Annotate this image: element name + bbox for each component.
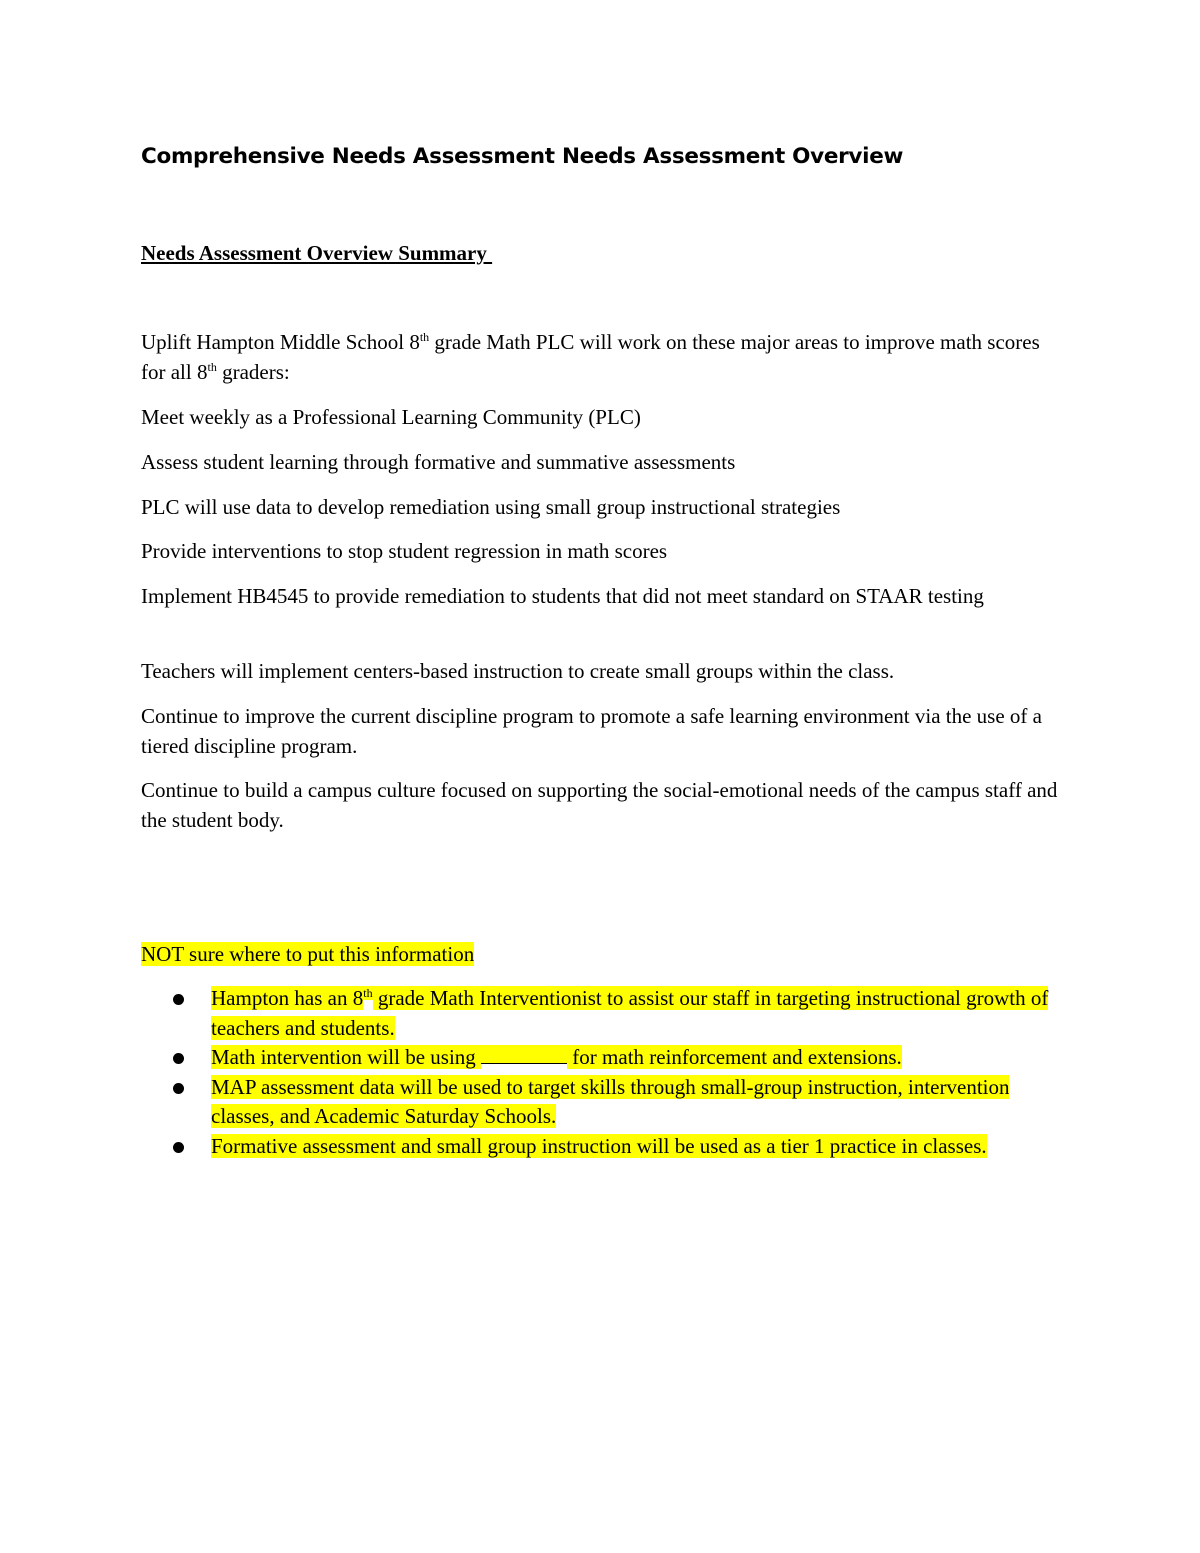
bullet-icon <box>173 1083 184 1094</box>
list-item: Continue to build a campus culture focused on supporting the social-emotional needs of the campus staff and the student body. <box>141 778 1058 832</box>
list-item: Continue to improve the current discipline program to promote a safe learning environment via the use of a tiered discipline program. <box>141 704 1042 758</box>
bullet-text-4: Formative assessment and small group instruction will be used as a tier 1 practice in classes. <box>211 1133 987 1158</box>
bullet-text-1a: Hampton has an 8 <box>211 986 364 1010</box>
list-item: Implement HB4545 to provide remediation to students that did not meet standard on STAAR testing <box>141 584 984 608</box>
list-item: PLC will use data to develop remediation using small group instructional strategies <box>141 495 841 519</box>
section-heading: Needs Assessment Overview Summary <box>141 241 493 265</box>
note-heading-text: NOT sure where to put this information <box>141 942 475 966</box>
intro-text-1: Uplift Hampton Middle School 8 <box>141 330 420 354</box>
bullet-item <box>0 1132 1200 1162</box>
blank-underline <box>481 1045 567 1064</box>
bullet-icon <box>173 994 184 1005</box>
bullet-item <box>0 1043 1200 1073</box>
list-item: Teachers will implement centers-based instruction to create small groups within the class. <box>141 659 895 683</box>
intro-sup-2: th <box>207 359 217 374</box>
page-title: Comprehensive Needs Assessment Needs Assessment Overview <box>141 144 904 169</box>
highlighted-note-heading <box>141 940 474 970</box>
list-item: Provide interventions to stop student regression in math scores <box>141 539 668 563</box>
intro-paragraph <box>141 328 1061 387</box>
bullet-text-3: MAP assessment data will be used to target skills through small-group instruction, intervention classes, and Academic Saturday Schools. <box>211 1074 1010 1128</box>
intro-text-2: grade Math PLC will work on these major areas to improve math scores for all 8 <box>141 330 1040 384</box>
bullet-text-2a: Math intervention will be using <box>211 1045 482 1069</box>
list-item: Assess student learning through formative and summative assessments <box>141 450 736 474</box>
intro-sup-1: th <box>419 330 430 344</box>
list-item: Meet weekly as a Professional Learning Community (PLC) <box>141 405 641 429</box>
bullet-text-2b: for math reinforcement and extensions. <box>567 1045 902 1069</box>
intro-text-3: graders: <box>216 359 290 384</box>
bullet-item <box>0 984 1200 1043</box>
bullet-icon <box>173 1142 184 1153</box>
bullet-sup-1: th <box>363 986 373 1000</box>
bullet-item <box>0 1073 1200 1132</box>
highlighted-bullet-list <box>0 984 1200 1161</box>
bullet-icon <box>173 1053 184 1064</box>
bullet-text-1b: grade Math Interventionist to assist our staff in targeting instructional growth of teachers and students. <box>211 986 1049 1040</box>
